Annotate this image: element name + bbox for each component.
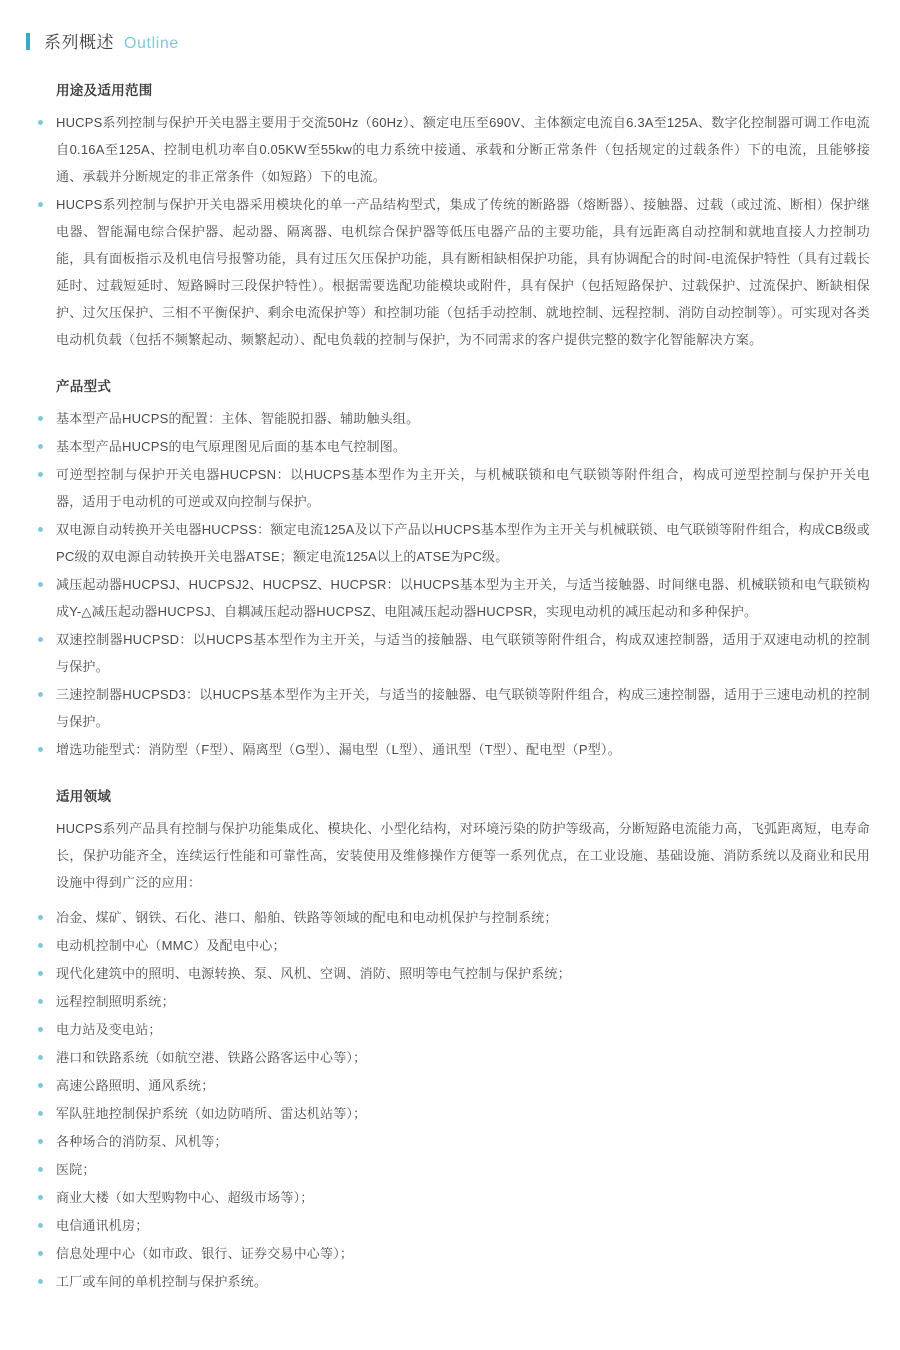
list-item: 工厂或车间的单机控制与保护系统。 (32, 1268, 870, 1295)
application-field-list (32, 904, 870, 1295)
list-item: 商业大楼（如大型购物中心、超级市场等）； (32, 1184, 870, 1211)
subsection-heading-usage: 用途及适用范围 (56, 83, 153, 98)
list-item: 现代化建筑中的照明、电源转换、泵、风机、空调、消防、照明等电气控制与保护系统； (32, 960, 870, 987)
list-item: 减压起动器HUCPSJ、HUCPSJ2、HUCPSZ、HUCPSR：以HUCPS基本型为主开关，与适当接触器、时间继电器、机械联锁和电气联锁构成Y-△减压起动器HUCPSJ、自耦减压起动器HUCPSZ、电阻减压起动器HUCPSR，实现电动机的减压起动和多种保护。 (32, 571, 870, 625)
product-type-list (32, 405, 870, 763)
list-item: 各种场合的消防泵、风机等； (32, 1128, 870, 1155)
application-intro-paragraph: HUCPS系列产品具有控制与保护功能集成化、模块化、小型化结构，对环境污染的防护等级高，分断短路电流能力高，飞弧距离短，电寿命长，保护功能齐全，连续运行性能和可靠性高，安装使用及维修操作方便等一系列优点，在工业设施、基础设施、消防系统以及商业和民用设施中得到广泛的应用： (56, 821, 870, 890)
list-item: 港口和铁路系统（如航空港、铁路公路客运中心等）； (32, 1044, 870, 1071)
list-item: 基本型产品HUCPS的电气原理图见后面的基本电气控制图。 (32, 433, 870, 460)
list-item: 军队驻地控制保护系统（如边防哨所、雷达机站等）； (32, 1100, 870, 1127)
accent-bar-icon (26, 33, 30, 50)
section-header (18, 28, 870, 53)
subsection-heading-product-types: 产品型式 (56, 379, 112, 394)
list-item: 双速控制器HUCPSD：以HUCPS基本型作为主开关，与适当的接触器、电气联锁等附件组合，构成双速控制器，适用于双速电动机的控制与保护。 (32, 626, 870, 680)
list-item: 远程控制照明系统； (32, 988, 870, 1015)
page-title: 系列概述 (44, 33, 114, 52)
usage-list (32, 109, 870, 353)
list-item: 医院； (32, 1156, 870, 1183)
list-item: HUCPS系列控制与保护开关电器主要用于交流50Hz（60Hz）、额定电压至690V、主体额定电流自6.3A至125A、数字化控制器可调工作电流自0.16A至125A、控制电机功率自0.05KW至55kw的电力系统中接通、承载和分断正常条件（包括规定的过载条件）下的电流，且能够接通、承载并分断规定的非正常条件（如短路）下的电流。 (32, 109, 870, 190)
list-item: 基本型产品HUCPS的配置：主体、智能脱扣器、辅助触头组。 (32, 405, 870, 432)
list-item: 可逆型控制与保护开关电器HUCPSN：以HUCPS基本型作为主开关，与机械联锁和电气联锁等附件组合，构成可逆型控制与保护开关电器，适用于电动机的可逆或双向控制与保护。 (32, 461, 870, 515)
list-item: 双电源自动转换开关电器HUCPSS：额定电流125A及以下产品以HUCPS基本型作为主开关与机械联锁、电气联锁等附件组合，构成CB级或PC级的双电源自动转换开关电器ATSE；额定电流125A以上的ATSE为PC级。 (32, 516, 870, 570)
list-item: 电信通讯机房； (32, 1212, 870, 1239)
list-item: HUCPS系列控制与保护开关电器采用模块化的单一产品结构型式，集成了传统的断路器（熔断器）、接触器、过载（或过流、断相）保护继电器、智能漏电综合保护器、起动器、隔离器、电机综合保护器等低压电器产品的主要功能，具有远距离自动控制和就地直接人力控制功能，具有面板指示及机电信号报警功能，具有过压欠压保护功能，具有断相缺相保护功能，具有协调配合的时间-电流保护特性（具有过载长延时、过载短延时、短路瞬时三段保护特性）。根据需要选配功能模块或附件，具有保护（包括短路保护、过载保护、过流保护、断缺相保护、过欠压保护、三相不平衡保护、剩余电流保护等）和控制功能（包括手动控制、就地控制、远程控制、消防自动控制等）。可实现对各类电动机负载（包括不频繁起动、频繁起动）、配电负载的控制与保护，为不同需求的客户提供完整的数字化智能解决方案。 (32, 191, 870, 353)
list-item: 电力站及变电站； (32, 1016, 870, 1043)
content (18, 79, 870, 1295)
list-item: 电动机控制中心（MMC）及配电中心； (32, 932, 870, 959)
list-item: 增选功能型式：消防型（F型）、隔离型（G型）、漏电型（L型）、通讯型（T型）、配电型（P型）。 (32, 736, 870, 763)
page-title-english: Outline (124, 35, 179, 52)
list-item: 信息处理中心（如市政、银行、证券交易中心等）； (32, 1240, 870, 1267)
list-item: 高速公路照明、通风系统； (32, 1072, 870, 1099)
list-item: 三速控制器HUCPSD3：以HUCPS基本型作为主开关，与适当的接触器、电气联锁等附件组合，构成三速控制器，适用于三速电动机的控制与保护。 (32, 681, 870, 735)
subsection-heading-application-fields: 适用领域 (56, 789, 112, 804)
list-item: 冶金、煤矿、钢铁、石化、港口、船舶、铁路等领域的配电和电动机保护与控制系统； (32, 904, 870, 931)
